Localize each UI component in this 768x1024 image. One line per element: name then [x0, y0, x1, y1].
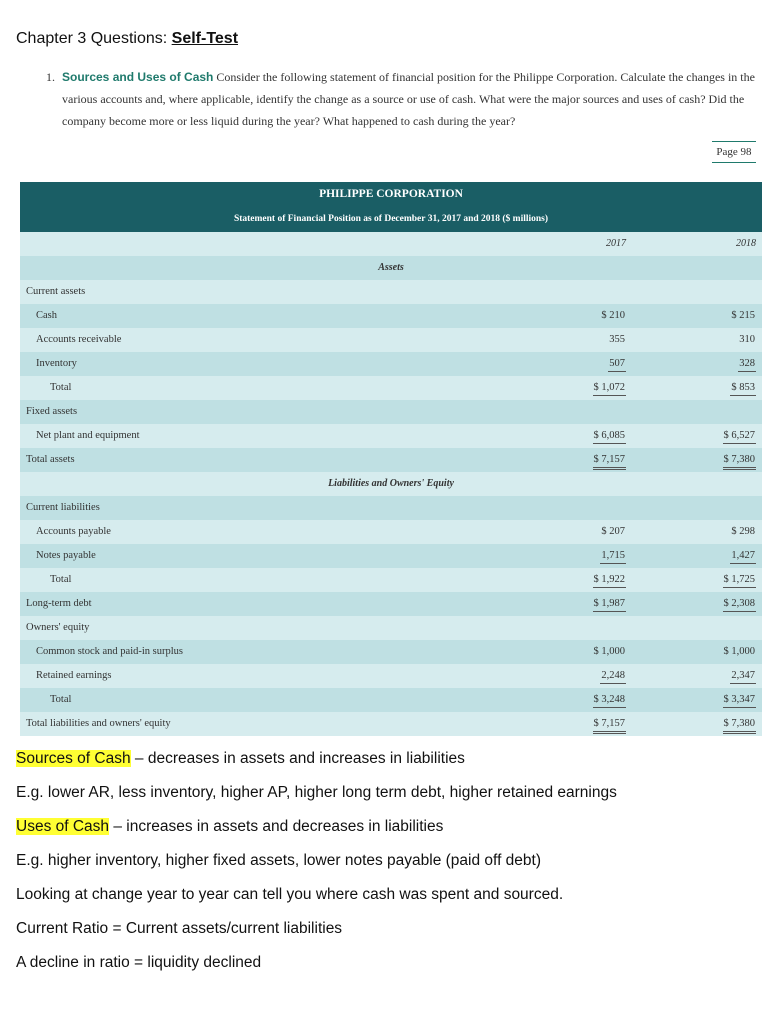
question-1: [46, 66, 756, 132]
table-row: [20, 352, 762, 376]
sources-highlight: Sources of Cash: [16, 750, 131, 767]
statement-header: [20, 182, 762, 232]
value-2018: $ 7,380: [723, 717, 757, 734]
year-2017: 2017: [606, 238, 626, 249]
page-reference: Page 98: [712, 141, 756, 163]
value-2017: $ 7,157: [593, 717, 627, 734]
value-2018: $ 1,725: [723, 573, 757, 588]
table-row: [20, 712, 762, 736]
value-2018: 1,427: [730, 549, 756, 564]
table-row: [20, 640, 762, 664]
value-2017: $ 1,072: [593, 381, 627, 396]
study-notes: [16, 742, 756, 980]
row-label: Total: [50, 382, 72, 393]
table-row: [20, 256, 762, 280]
value-2018: $ 7,380: [723, 453, 757, 470]
section-title-liabilities: Liabilities and Owners' Equity: [328, 478, 454, 489]
table-row: [20, 616, 762, 640]
value-2018: $ 215: [731, 310, 755, 321]
row-label: Total: [50, 694, 72, 705]
table-row: [20, 664, 762, 688]
row-label: Common stock and paid-in surplus: [36, 646, 183, 657]
value-2018: $ 3,347: [723, 693, 757, 708]
value-2017: $ 207: [601, 526, 625, 537]
table-row: [20, 520, 762, 544]
chapter-heading: [16, 30, 238, 48]
company-name: PHILIPPE CORPORATION: [319, 188, 463, 200]
table-row: [20, 472, 762, 496]
sources-text: – decreases in assets and increases in liabilities: [130, 750, 465, 767]
row-label: Current liabilities: [26, 502, 100, 513]
value-2017: $ 7,157: [593, 453, 627, 470]
value-2017: 355: [609, 334, 625, 345]
table-row: [20, 544, 762, 568]
row-label: Total assets: [26, 454, 75, 465]
row-label: Retained earnings: [36, 670, 112, 681]
value-2018: $ 298: [731, 526, 755, 537]
value-2018: $ 853: [730, 381, 756, 396]
financial-statement-table: [20, 182, 762, 736]
uses-line: [16, 810, 756, 844]
value-2017: $ 3,248: [593, 693, 627, 708]
value-2018: $ 1,000: [723, 646, 755, 657]
value-2018: 2,347: [730, 669, 756, 684]
value-2017: $ 1,922: [593, 573, 627, 588]
row-label: Accounts payable: [36, 526, 111, 537]
table-row: [20, 400, 762, 424]
row-label: Current assets: [26, 286, 86, 297]
heading-self-test: Self-Test: [171, 30, 239, 47]
heading-prefix: Chapter 3 Questions:: [16, 30, 172, 47]
value-2017: $ 1,987: [593, 597, 627, 612]
value-2017: $ 1,000: [593, 646, 625, 657]
section-title-assets: Assets: [378, 262, 404, 273]
question-title: Sources and Uses of Cash: [62, 70, 214, 84]
value-2018: $ 6,527: [723, 429, 757, 444]
value-2017: 1,715: [600, 549, 626, 564]
table-row: [20, 592, 762, 616]
row-label: Net plant and equipment: [36, 430, 140, 441]
row-label: Total liabilities and owners' equity: [26, 718, 171, 729]
question-number: 1.: [46, 70, 55, 84]
value-2017: 507: [608, 357, 626, 372]
sources-example: E.g. lower AR, less inventory, higher AP, higher long term debt, higher retained earnings: [16, 784, 617, 801]
uses-text: – increases in assets and decreases in liabilities: [109, 818, 444, 835]
row-label: Owners' equity: [26, 622, 90, 633]
year-2018: 2018: [736, 238, 756, 249]
question-body: [46, 66, 756, 132]
note-liquidity: A decline in ratio = liquidity declined: [16, 954, 262, 971]
sources-line: [16, 742, 756, 776]
uses-highlight: Uses of Cash: [16, 818, 110, 835]
year-header-row: [20, 232, 762, 256]
table-row: [20, 304, 762, 328]
value-2017: 2,248: [600, 669, 626, 684]
row-label: Cash: [36, 310, 57, 321]
note-current-ratio: Current Ratio = Current assets/current liabilities: [16, 920, 343, 937]
statement-subtitle: Statement of Financial Position as of December 31, 2017 and 2018 ($ millions): [233, 214, 549, 224]
row-label: Accounts receivable: [36, 334, 122, 345]
row-label: Fixed assets: [26, 406, 78, 417]
table-row: [20, 568, 762, 592]
row-label: Inventory: [36, 358, 77, 369]
row-label: Notes payable: [36, 550, 96, 561]
row-label: Total: [50, 574, 72, 585]
table-row: [20, 376, 762, 400]
row-label: Long-term debt: [26, 598, 92, 609]
question-text: Consider the following statement of financial position for the Philippe Corporation. Calculate the changes in the various accounts and, where applicable, identify the change as a source or use of cash. What were the major sources and uses of cash? Did the company become more or less liquid during the year? What happened to cash during the year?: [62, 70, 755, 128]
table-row: [20, 448, 762, 472]
value-2017: $ 6,085: [593, 429, 627, 444]
uses-example: E.g. higher inventory, higher fixed assets, lower notes payable (paid off debt): [16, 852, 542, 869]
value-2018: $ 2,308: [723, 597, 757, 612]
table-row: [20, 424, 762, 448]
table-row: [20, 328, 762, 352]
value-2018: 310: [739, 334, 755, 345]
value-2017: $ 210: [601, 310, 625, 321]
table-row: [20, 496, 762, 520]
table-row: [20, 688, 762, 712]
table-row: [20, 280, 762, 304]
note-change-year: Looking at change year to year can tell you where cash was spent and sourced.: [16, 886, 564, 903]
value-2018: 328: [738, 357, 756, 372]
